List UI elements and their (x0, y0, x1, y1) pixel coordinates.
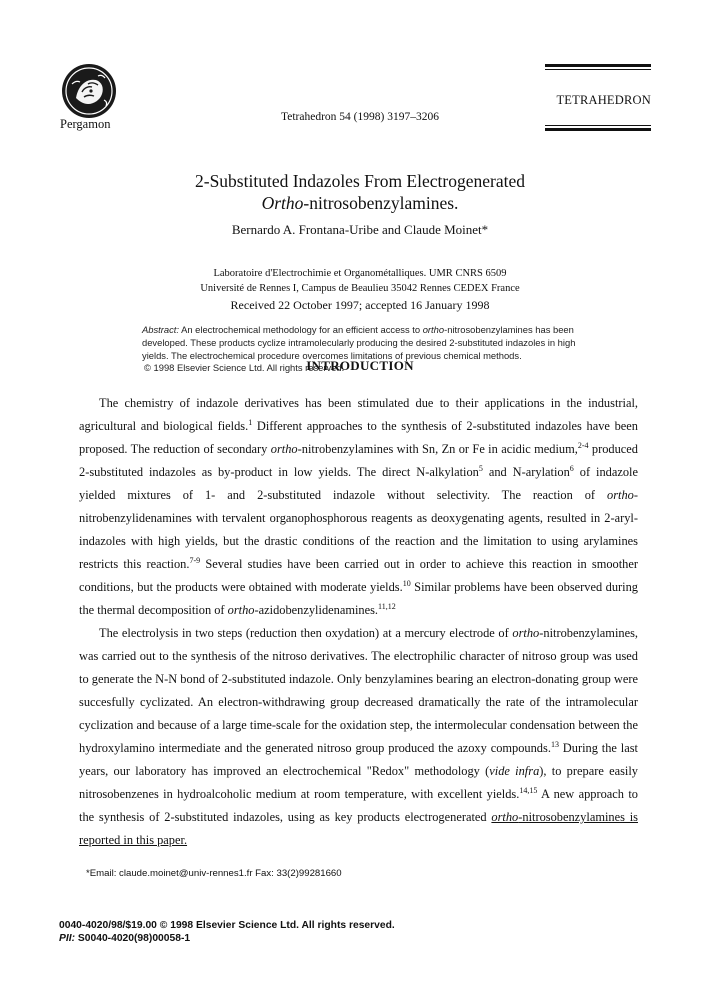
text-run: -nitrosobenzylamines is reported in this paper. (79, 810, 638, 847)
citation-ref: 5 (478, 463, 483, 473)
paragraph-2 (79, 622, 638, 852)
pii-line (59, 932, 395, 945)
citation-ref: 1 (248, 417, 253, 427)
citation-ref: 14,15 (519, 785, 538, 795)
text-run: -azidobenzylidenamines. (254, 603, 379, 617)
title-italic: Ortho (261, 193, 304, 213)
footnote: *Email: claude.moinet@univ-rennes1.fr Fax: 33(2)99281660 (86, 868, 342, 879)
citation-ref: 10 (402, 578, 411, 588)
pii-value: S0040-4020(98)00058-1 (75, 933, 191, 944)
journal-name: TETRAHEDRON (556, 93, 651, 107)
publisher-name: Pergamon (60, 117, 111, 131)
paragraph-1 (79, 392, 638, 622)
article-title (0, 170, 720, 214)
citation-ref: 11,12 (378, 601, 396, 611)
body-text (79, 392, 638, 852)
text-run: A new approach to the synthesis of 2-substituted indazoles, using as key products electrogenerated (79, 787, 638, 824)
copyright: © 1998 Elsevier Science Ltd. All rights reserved. (144, 362, 345, 374)
text-run: The chemistry of indazole derivatives has been stimulated due to their applications in the industrial, agricultural and biological fields. (79, 396, 638, 433)
italic-run: ortho (270, 442, 298, 456)
authors: Bernardo A. Frontana-Uribe and Claude Moinet* (231, 222, 489, 237)
pii-label: PII: (59, 933, 76, 944)
received-dates: Received 22 October 1997; accepted 16 January 1998 (230, 298, 490, 312)
title-rest: -nitrosobenzylamines. (303, 193, 459, 213)
text-run: ), to prepare easily nitrosobenzenes in hydroalcoholic medium at room temperature, with excellent yields. (79, 764, 638, 801)
section-heading: INTRODUCTION (306, 358, 414, 373)
abstract-italic: ortho (422, 324, 445, 335)
citation-ref: 6 (569, 463, 574, 473)
top-rule (545, 64, 651, 67)
text-run: Several studies have been carried out in order to achieve this reaction in smoother conditions, but the products were obtained with moderate yields. (79, 557, 638, 594)
top-rule-thin (545, 69, 651, 70)
text-run: Similar problems have been observed during the thermal decomposition of (79, 580, 638, 617)
abstract-text-2: -nitrosobenzylamines has been developed. These products cyclize intramolecularly producing the desired 2-substituted indazoles in high yields. The electrochemical procedure overcomes limitations of previous chemical methods. (142, 324, 576, 361)
text-run: of indazole yielded mixtures of 1- and 2-substituted indazole without selectivity. The reaction of (79, 465, 638, 502)
abstract-text-1: An electrochemical methodology for an efficient access to (179, 324, 423, 335)
text-run: Different approaches to the synthesis of 2-substituted indazoles have been proposed. The reduction of secondary (79, 419, 638, 456)
citation-ref: 13 (550, 739, 559, 749)
affiliation (0, 266, 720, 296)
abstract-label: Abstract: (142, 324, 179, 335)
journal-citation: Tetrahedron 54 (1998) 3197–3206 (281, 111, 439, 123)
bottom-info (59, 919, 395, 945)
title-line-1: 2-Substituted Indazoles From Electrogenerated (195, 171, 525, 191)
italic-run: ortho (512, 626, 540, 640)
text-run: During the last years, our laboratory has improved an electrochemical "Redox" methodology ( (79, 741, 639, 778)
text-run: and N-arylation (482, 465, 570, 479)
issn-line: 0040-4020/98/$19.00 © 1998 Elsevier Science Ltd. All rights reserved. (59, 920, 395, 931)
citation-ref: 2-4 (577, 440, 589, 450)
text-run: The electrolysis in two steps (reduction then oxydation) at a mercury electrode of (99, 626, 513, 640)
bottom-rule-thin (545, 125, 651, 126)
citation-ref: 7-9 (189, 555, 201, 565)
title-line-2 (0, 192, 720, 214)
italic-run: ortho (227, 603, 255, 617)
text-run: -nitrobenzylidenamines with tervalent organophosphorous reagents as deoxygenating agents, resulted in 2-aryl-indazoles with high yields, but the drastic conditions of the reaction and the limitation to using arylamines restricts this reaction. (79, 488, 638, 571)
bottom-rule (545, 128, 651, 131)
text-run: -nitrobenzylamines with Sn, Zn or Fe in acidic medium, (297, 442, 578, 456)
italic-run: ortho (607, 488, 634, 502)
text-run: produced 2-substituted indazoles as by-product in low yields. The direct N-alkylation (79, 442, 639, 479)
affiliation-line-2: Université de Rennes I, Campus de Beaulieu 35042 Rennes CEDEX France (200, 283, 520, 294)
text-run: -nitrobenzylamines, was carried out to the synthesis of the nitroso derivatives. The electrophilic character of nitroso group was used to generate the N-N bond of 2-substituted indazole. Only benzylamines bearing an electron-donating group were succesfully cyclizated. An electron-withdrawing group decreased dramatically the rate of the intramolecular cyclization and because of a large time-scale for the oxidation step, the intermolecular condensation between the hydroxylamino intermediate and the generated nitroso group produced the azoxy compounds. (79, 626, 638, 755)
affiliation-line-1: Laboratoire d'Electrochimie et Organométalliques. UMR CNRS 6509 (213, 268, 507, 279)
italic-run: ortho (491, 810, 519, 824)
italic-run: vide infra (489, 764, 540, 778)
